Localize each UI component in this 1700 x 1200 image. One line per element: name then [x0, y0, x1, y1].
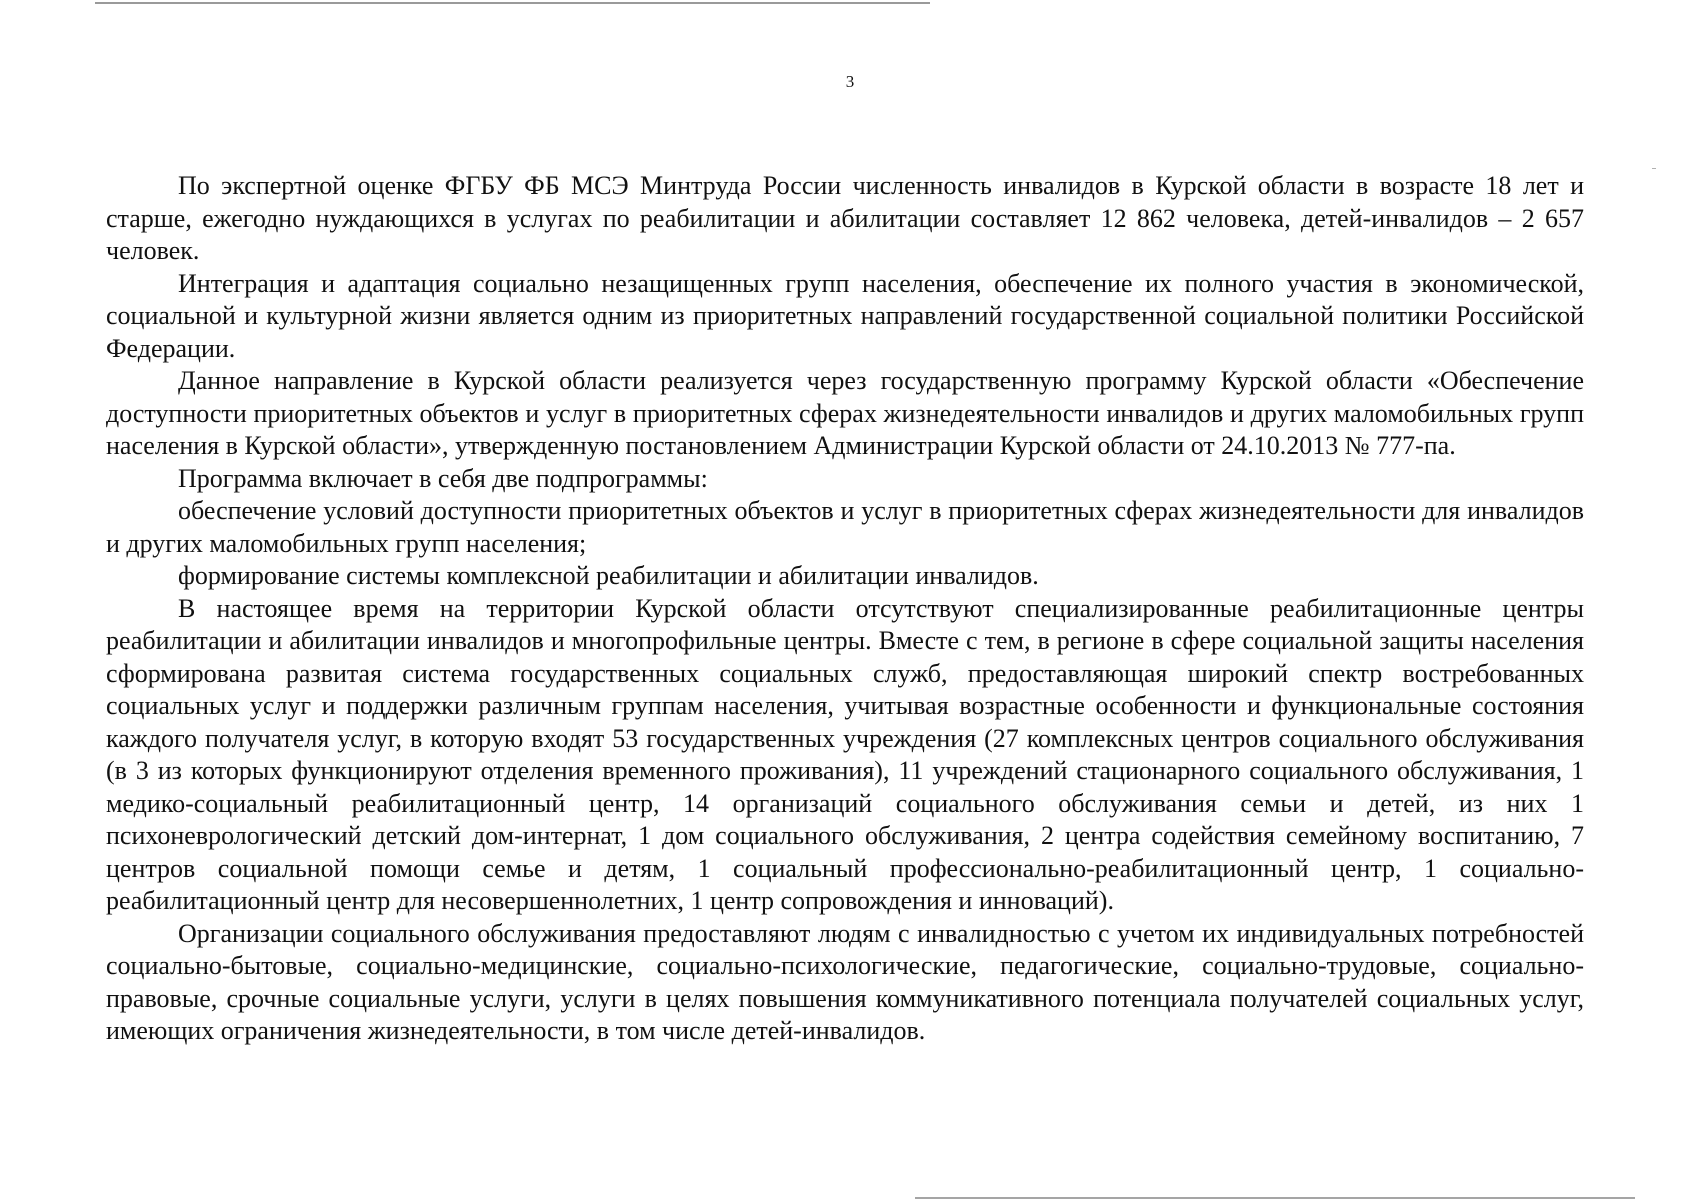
paragraph-expert-assessment: По экспертной оценке ФГБУ ФБ МСЭ Минтруда России численность инвалидов в Курской области в возрасте 18 лет и старше, ежегодно нуждающихся в услугах по реабилитации и абилитации составляет 12 862 человека, детей-инвалидов – 2 657 человек.	[106, 171, 1584, 265]
scan-edge-top	[95, 2, 930, 4]
paragraph-integration: Интеграция и адаптация социально незащищенных групп населения, обеспечение их полного участия в экономической, социальной и культурной жизни является одним из приоритетных направлений государственной социальной политики Российской Федерации.	[106, 268, 1584, 363]
paragraph-program-includes: Программа включает в себя две подпрограммы:	[178, 463, 708, 493]
scan-speck	[1652, 168, 1656, 169]
document-body	[106, 170, 1584, 1048]
page-number: 3	[845, 72, 855, 91]
paragraph-subprogram-1: обеспечение условий доступности приоритетных объектов и услуг в приоритетных сферах жизнедеятельности для инвалидов и других маломобильных групп населения;	[106, 496, 1584, 558]
paragraph-social-services: Организации социального обслуживания предоставляют людям с инвалидностью с учетом их индивидуальных потребностей социально-бытовые, социально-медицинские, социально-психологические, педагогические, социально-трудовые, социально-правовые, срочные социальные услуги, услуги в целях повышения коммуникативного потенциала получателей социальных услуг, имеющих ограничения жизнедеятельности, в том числе детей-инвалидов.	[106, 918, 1584, 1045]
scan-edge-bottom	[915, 1197, 1635, 1199]
paragraph-state-program: Данное направление в Курской области реализуется через государственную программу Курской области «Обеспечение доступности приоритетных объектов и услуг в приоритетных сферах жизнедеятельности инвалидов и других маломобильных групп населения в Курской области», утвержденную постановлением Администрации Курской области от 24.10.2013 № 777-па.	[106, 366, 1584, 460]
paragraph-current-situation: В настоящее время на территории Курской области отсутствуют специализированные реабилитационные центры реабилитации и абилитации инвалидов и многопрофильные центры. Вместе с тем, в регионе в сфере социальной защиты населения сформирована развитая система государственных социальных служб, предоставляющая широкий спектр востребованных социальных услуг и поддержки различным группам населения, учитывая возрастные особенности и функциональные состояния каждого получателя услуг, в которую входят 53 государственных учреждения (27 комплексных центров социального обслуживания (в 3 из которых функционируют отделения временного проживания), 11 учреждений стационарного социального обслуживания, 1 медико-социальный реабилитационный центр, 14 организаций социального обслуживания семьи и детей, из них 1 психоневрологический детский дом-интернат, 1 дом социального обслуживания, 2 центра содействия семейному воспитанию, 7 центров социальной помощи семье и детям, 1 социальный профессионально-реабилитационный центр, 1 социально-реабилитационный центр для несовершеннолетних, 1 центр сопровождения и инноваций).	[106, 593, 1584, 915]
paragraph-subprogram-2: формирование системы комплексной реабилитации и абилитации инвалидов.	[178, 561, 1039, 590]
